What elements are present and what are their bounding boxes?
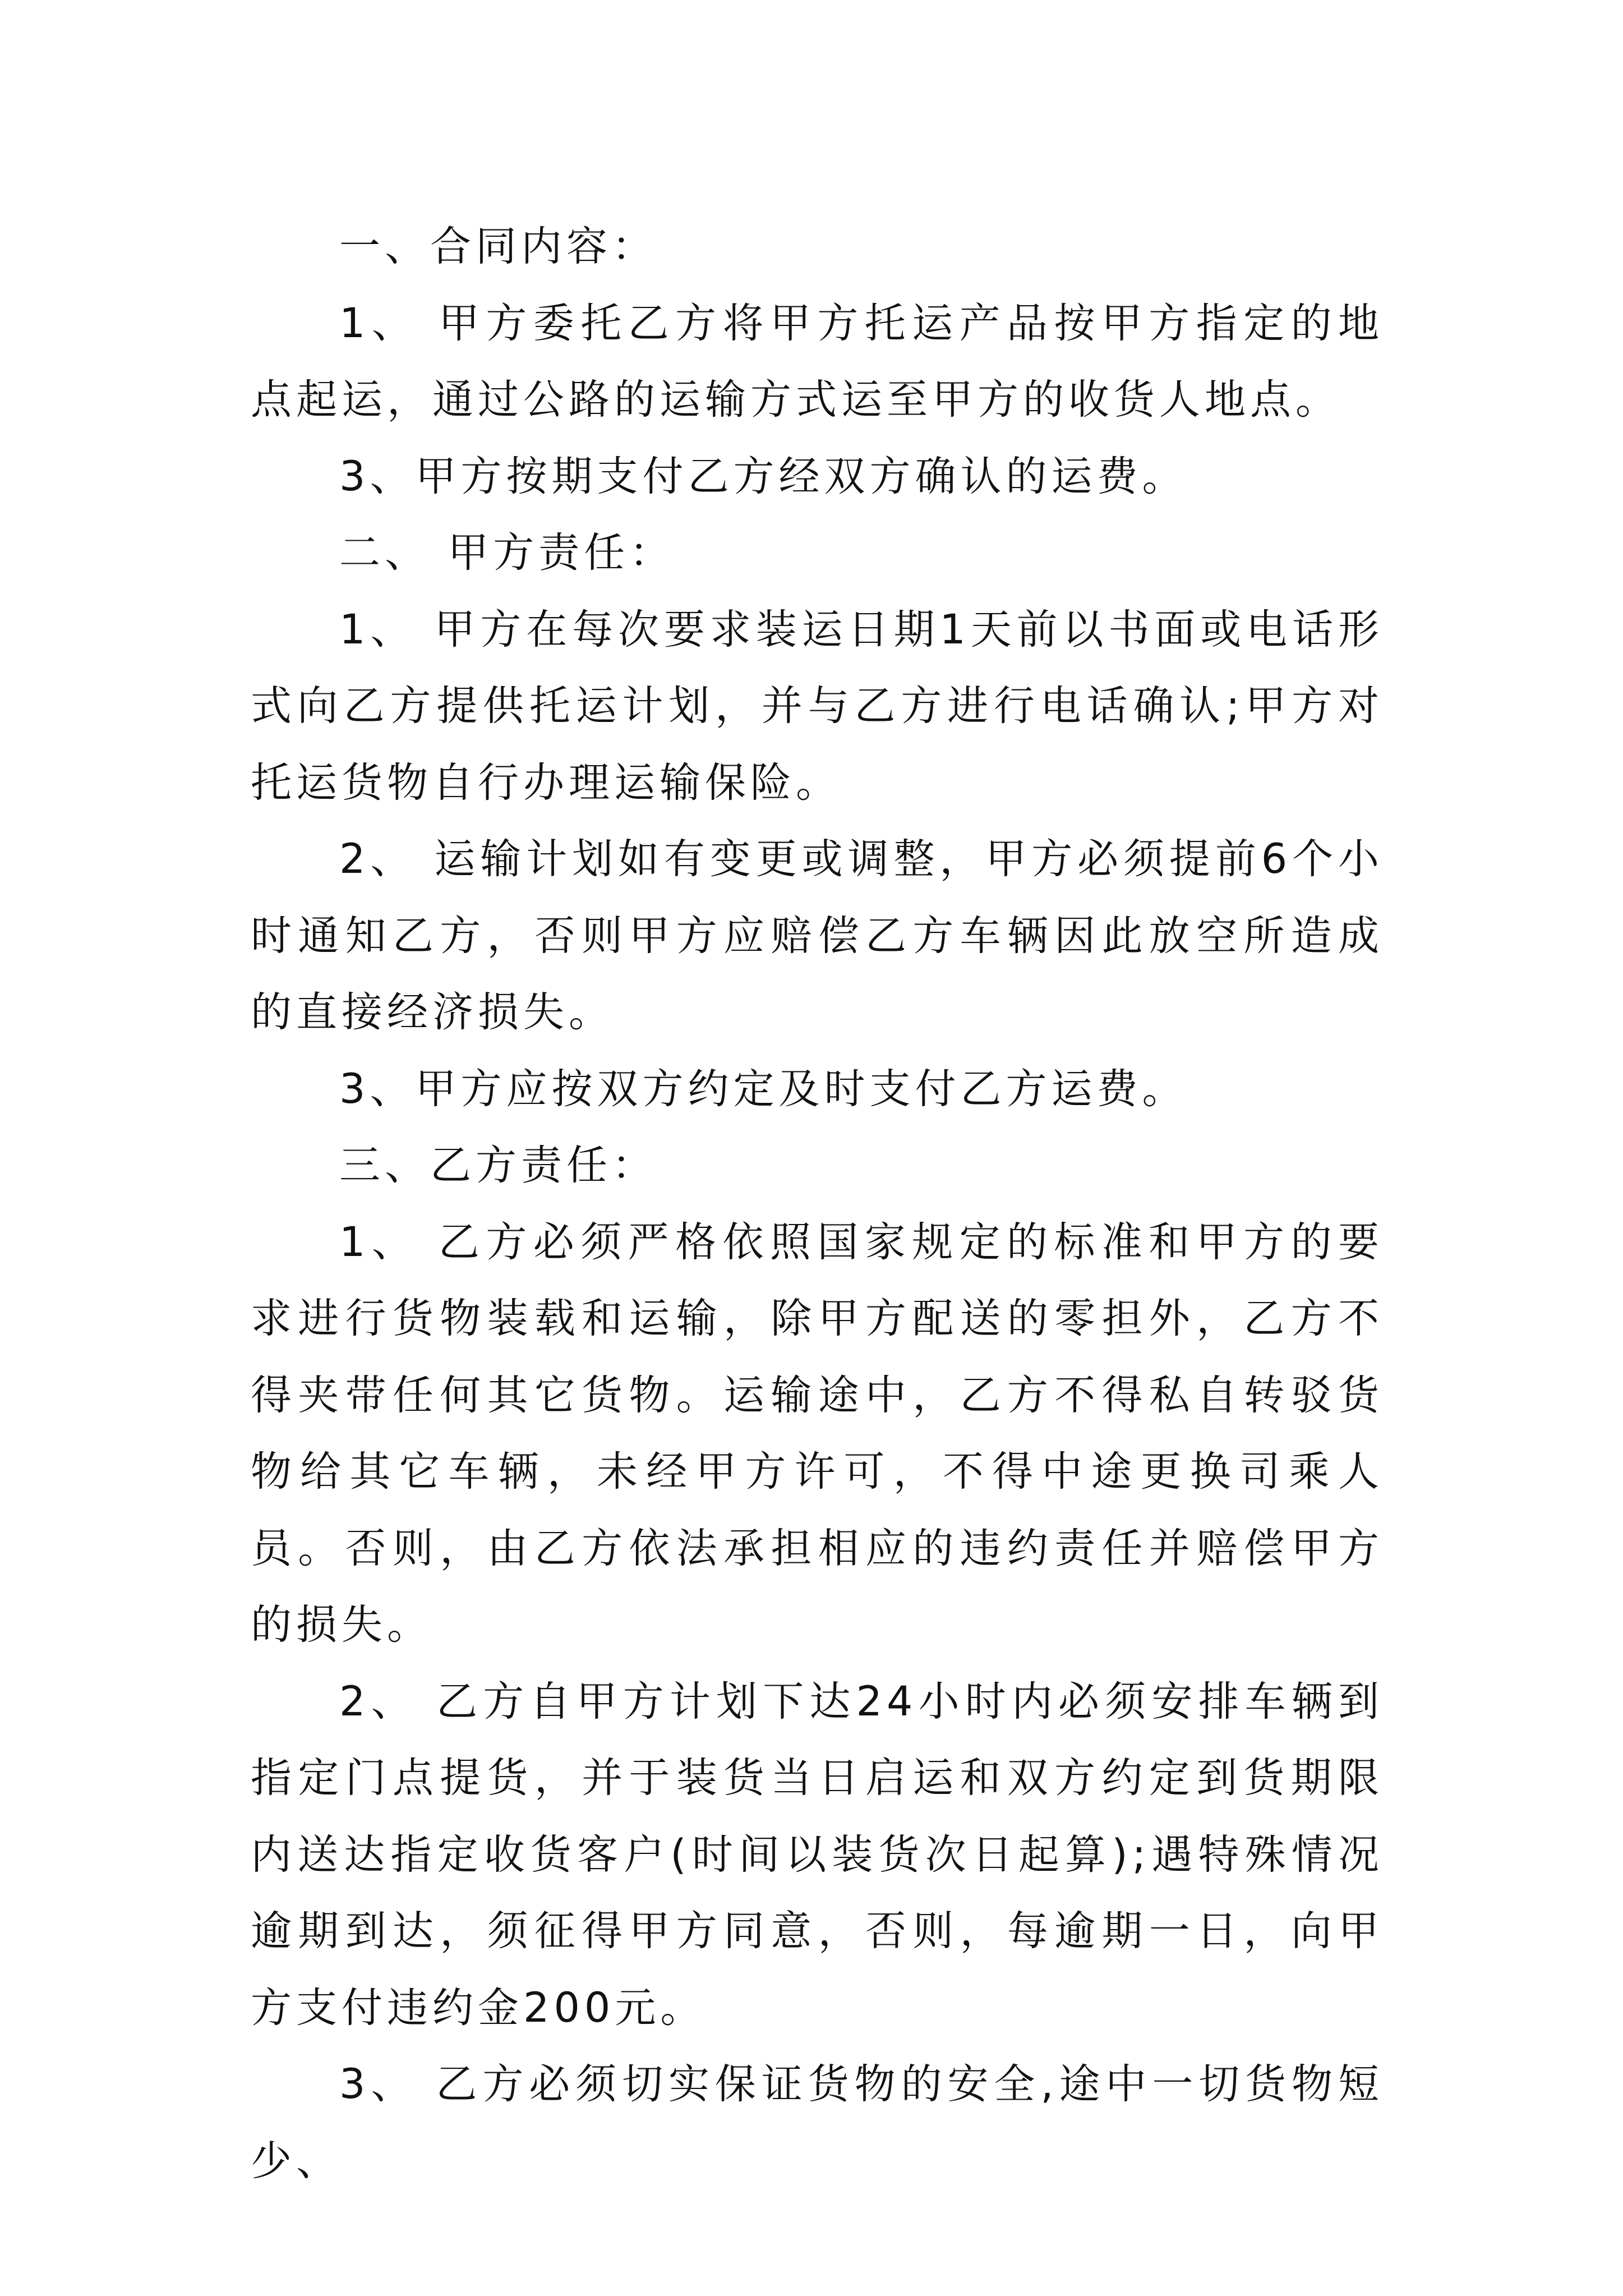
document-body bbox=[251, 209, 1384, 2200]
paragraph: 2、 乙方自甲方计划下达24小时内必须安排车辆到指定门点提货，并于装货当日启运和双方约定到货期限内送达指定收货客户(时间以装货次日起算);遇特殊情况逾期到达，须征得甲方同意，否则，每逾期一日，向甲方支付违约金200元。 bbox=[251, 1677, 1384, 2032]
paragraph: 3、甲方应按双方约定及时支付乙方运费。 bbox=[339, 1065, 1188, 1113]
paragraph: 3、甲方按期支付乙方经双方确认的运费。 bbox=[339, 452, 1188, 500]
paragraph: 3、 乙方必须切实保证货物的安全,途中一切货物短少、 bbox=[251, 2060, 1384, 2185]
paragraph: 1、 甲方在每次要求装运日期1天前以书面或电话形式向乙方提供托运计划，并与乙方进行电话确认;甲方对托运货物自行办理运输保险。 bbox=[251, 605, 1384, 807]
section-heading-party-b-duty: 三、乙方责任： bbox=[339, 1142, 657, 1189]
section-heading-contract-content: 一、合同内容： bbox=[339, 223, 657, 270]
paragraph: 1、 乙方必须严格依照国家规定的标准和甲方的要求进行货物装载和运输，除甲方配送的零担外，乙方不得夹带任何其它货物。运输途中，乙方不得私自转驳货物给其它车辆，未经甲方许可，不得中途更换司乘人员。否则，由乙方依法承担相应的违约责任并赔偿甲方的损失。 bbox=[251, 1218, 1384, 1649]
section-heading-party-a-duty: 二、 甲方责任： bbox=[339, 529, 675, 577]
paragraph: 1、 甲方委托乙方将甲方托运产品按甲方指定的地点起运，通过公路的运输方式运至甲方的收货人地点。 bbox=[251, 299, 1384, 424]
paragraph: 2、 运输计划如有变更或调整，甲方必须提前6个小时通知乙方，否则甲方应赔偿乙方车辆因此放空所造成的直接经济损失。 bbox=[251, 835, 1384, 1036]
